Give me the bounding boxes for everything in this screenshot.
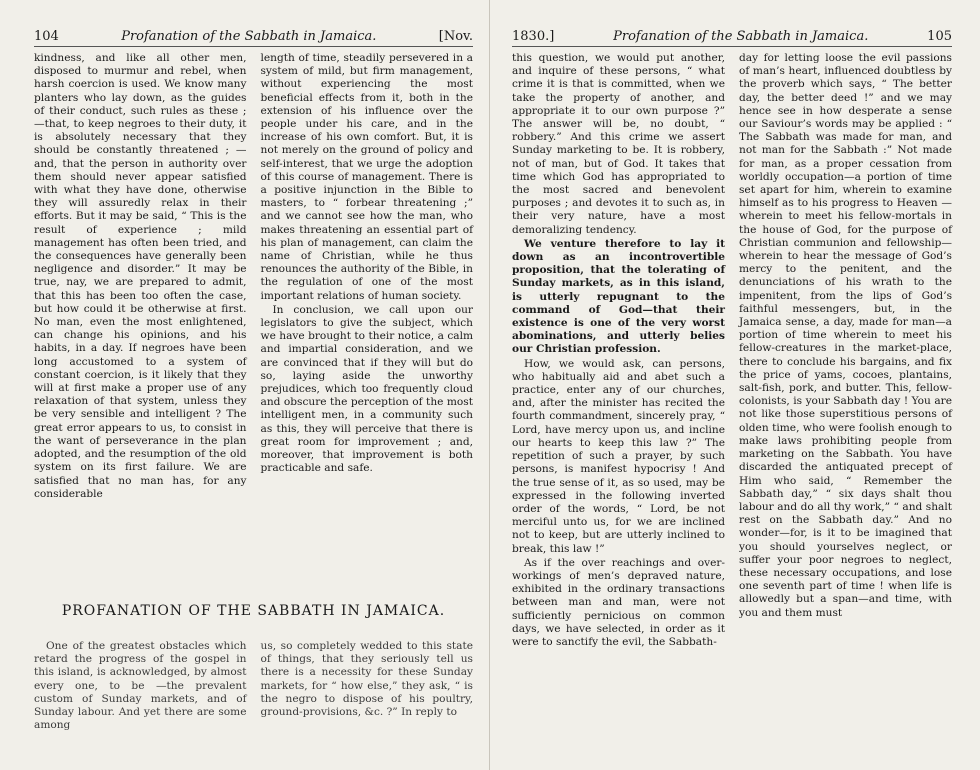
right-page xyxy=(490,0,980,770)
right-running-head xyxy=(512,30,952,47)
paragraph: How, we would ask, can persons, who habitually aid and abet such a practice, enter any of our churches, and, after the minister has recited the fourth commandment, sincerely pray, “ Lord, have mercy upon us, and incline our hearts to keep this law ?” The repetition of such a prayer, by such persons, is manifest hypocrisy ! And the true sense of it, as so used, may be expressed in the following inverted order of the words, “ Lord, be not merciful unto us, for we are inclined not to keep, but are utterly inclined to break, this law !” xyxy=(512,357,725,555)
left-upper-columns xyxy=(34,52,473,501)
left-lower-col-2 xyxy=(261,640,474,732)
left-lower-columns xyxy=(34,640,473,732)
left-upper-col-2 xyxy=(261,52,474,501)
paragraph: In conclusion, we call upon our legislators to give the subject, which we have brought to their notice, a calm and impartial consideration, and we are convinced that if they will but do so, laying aside the unworthy prejudices, which too frequently cloud and obscure the perception of the most intelligent men, in a community such as this, they will perceive that there is great room for improvement ; and, moreover, that improvement is both practicable and safe. xyxy=(260,303,473,475)
paragraph: As if the over reachings and over-workings of men’s depraved nature, exhibited in the ordinary transactions between man and man, were not sufficiently pernicious on common days, we have selected, in order as it were to sanctify the evil, the Sabbath- xyxy=(512,556,725,648)
paragraph: length of time, steadily persevered in a system of mild, but firm management, without experiencing the most beneficial effects from it, both in the extension of his influence over the people under his care, and in the increase of his own comfort. But, it is not merely on the ground of policy and self-interest, that we urge the adoption of this course of management. There is a positive injunction in the Bible to masters, to “ forbear threatening ;” and we cannot see how the man, who makes threatening an essential part of his plan of management, can claim the name of Christian, while he thus renounces the authority of the Bible, in the regulation of one of the most important relations of human society. xyxy=(260,52,473,302)
paragraph: kindness, and like all other men, disposed to murmur and rebel, when harsh coercion is used. We know many planters who lay down, as the guides of their conduct, such rules as these ;—that, to keep negroes to their duty, it is absolutely necessary that they should be constantly threatened ; —and, that the person in authority over them should never appear satisfied with what they have done, otherwise they will assuredly relax in their efforts. But it may be said, “ This is the result of experience ; mild management has often been tried, and the consequences have generally been negligence and disorder.” It may be true, nay, we are prepared to admit, that this has been too often the case, but how could it be otherwise at first. No man, even the most enlightened, can change his opinions, and his habits, in a day. If negroes have been long accustomed to a system of constant coercion, is it likely that they will at first make a proper use of any relaxation of that system, unless they be very sensible and intelligent ? The great error appears to us, to consist in the want of perseverance in the plan adopted, and the resumption of the old system on its first failure. We are satisfied that no man has, for any considerable xyxy=(34,52,247,500)
right-col-1 xyxy=(512,52,725,649)
paragraph: us, so completely wedded to this state of things, that they seriously tell us there is a necessity for these Sunday markets, for “ how else,” they ask, “ is the negro to dispose of his poultry, ground-provisions, &c. ?” In reply to xyxy=(260,640,473,719)
paragraph: this question, we would put another, and inquire of these persons, “ what crime it is that is committed, when we take the property of another, and appropriate it to our own purpose ?” The answer will be, no doubt, “ robbery.” And this crime we assert Sunday marketing to be. It is robbery, not of man, but of God. It takes that time which God has appropriated to the most sacred and benevolent purposes ; and devotes it to such as, in their very nature, have a most demoralizing tendency. xyxy=(512,52,725,236)
left-running-month: [Nov. xyxy=(438,29,473,44)
left-running-head xyxy=(34,30,473,47)
right-running-year: 1830.] xyxy=(512,29,555,44)
section-title: PROFANATION OF THE SABBATH IN JAMAICA. xyxy=(61,603,446,619)
right-col-2 xyxy=(739,52,952,649)
left-lower-col-1 xyxy=(34,640,247,732)
paragraph: day for letting loose the evil passions of man’s heart, influenced doubtless by the proverb which says, “ The better day, the better deed !” and we may hence see in how desperate a sense our Saviour’s words may be applied : “ The Sabbath was made for man, and not man for the Sabbath :” Not made for man, as a proper cessation from worldly occupation—a portion of time set apart for him, wherein to examine himself as to his progress to Heaven — wherein to meet his fellow-mortals in the house of God, for the purpose of Christian communion and fellowship—wherein to hear the message of God’s mercy to the penitent, and the denunciations of his wrath to the impenitent, from the lips of God’s faithful messengers, but, in the Jamaica sense, a day, made for man—a portion of time wherein to meet his fellow-creatures in the market-place, there to conclude his bargains, and fix the price of yams, cocoes, plantains, salt-fish, pork, and butter. This, fellow-colonists, is your Sabbath day ! You are not like those superstitious persons of olden time, who were foolish enough to make laws prohibiting people from marketing on the Sabbath. You have discarded the antiquated precept of Him who said, “ Remember the Sabbath day,” “ six days shalt thou labour and do all thy work,” “ and shalt rest on the Sabbath day.” And no wonder—for, is it to be imagined that you should yourselves neglect, or suffer your poor negroes to neglect, these necessary occupations, and lose one seventh part of time ! when life is allowedly but a span—and time, with you and them must xyxy=(739,52,952,619)
right-columns xyxy=(512,52,952,649)
paragraph: One of the greatest obstacles which retard the progress of the gospel in this island, is acknowledged, by almost every one, to be —the prevalent custom of Sunday markets, and of Sunday labour. And yet there are some among xyxy=(34,640,247,732)
left-upper-col-1 xyxy=(34,52,247,501)
left-page-number: 104 xyxy=(34,29,59,44)
paragraph: We venture therefore to lay it down as an incontrovertible proposition, that the tolerating of Sunday markets, as in this island, is utterly repugnant to the command of God—that their existence is one of the very worst abominations, and utterly belies our Christian profession. xyxy=(512,237,725,356)
right-page-number: 105 xyxy=(927,29,952,44)
right-running-title: Profanation of the Sabbath in Jamaica. xyxy=(613,29,869,44)
left-running-title: Profanation of the Sabbath in Jamaica. xyxy=(121,29,377,44)
